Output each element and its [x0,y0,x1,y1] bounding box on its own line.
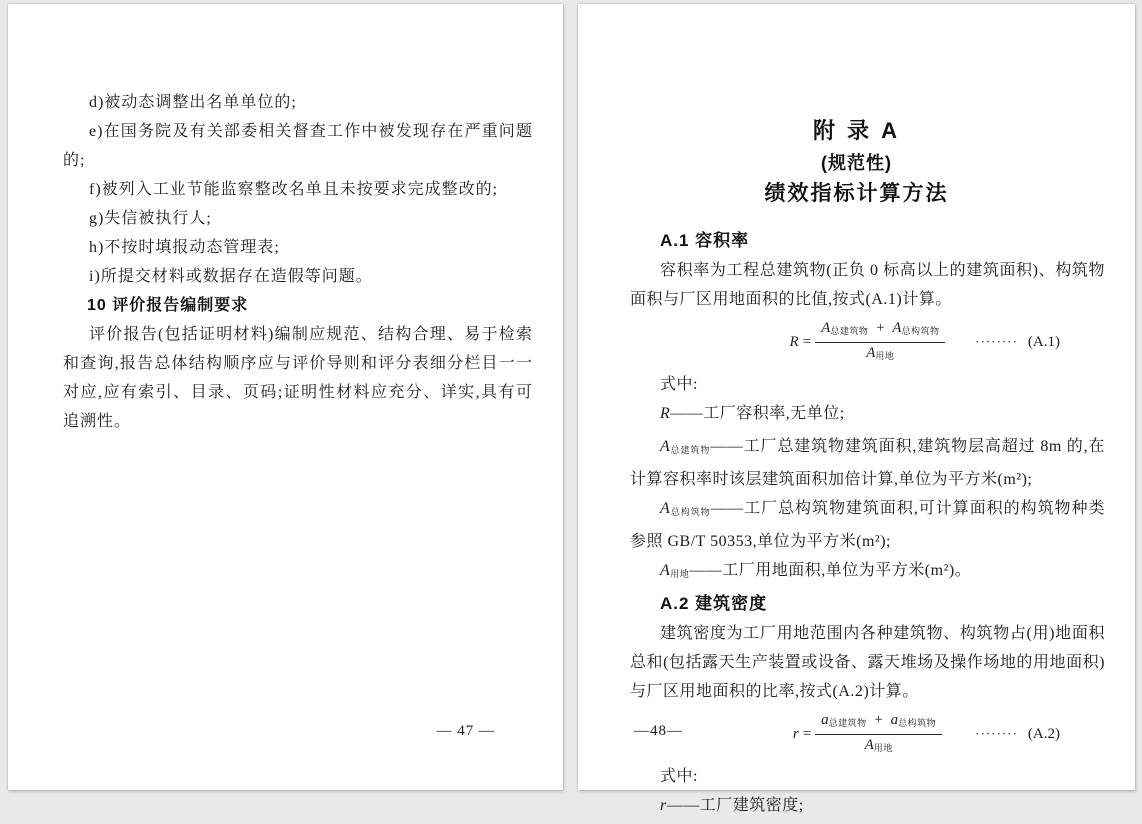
a2-intro-paragraph: 建筑密度为工厂用地范围内各种建筑物、构筑物占(用)地面积总和(包括露天生产装置或设备、露天堆场及操作场地的用地面积)与厂区用地面积的比率,按式(A.2)计算。 [630,625,1105,700]
page-48-text-block [630,226,1105,824]
plus-sign: + [876,319,885,336]
document-page-47 [8,4,563,790]
a1-intro-paragraph: 容积率为工程总建筑物(正负 0 标高以上的建筑面积)、构筑物面积与厂区用地面积的比值,按式(A.1)计算。 [630,262,1105,308]
formula-a2-denominator [815,735,942,757]
formula-a1-denominator [815,343,945,365]
subscript-total-structures: 总构筑物 [898,717,937,728]
appendix-a-normative-label: (规范性) [821,153,892,173]
formula-a1-expression [790,320,946,365]
clause-item-d: d)被动态调整出名单单位的; [89,94,297,111]
symbol-a: a [821,711,829,728]
appendix-a-subtitle: 绩效指标计算方法 [764,182,949,205]
equals-sign: = [802,725,812,742]
symbol-A: A [892,319,902,336]
equals-sign: = [802,333,812,350]
formula-a2-label [975,719,1060,749]
symbol-A: A [866,344,876,361]
subscript-total-buildings: 总建筑物 [828,717,867,728]
symbol-a: a [890,711,899,728]
a2-definition-r: r——工厂建筑密度; [660,797,804,814]
symbol-A: A [864,736,874,753]
appendix-a-title: 附 录 A [812,118,901,143]
equation-number-a1: (A.1) [1027,334,1060,350]
dot-leader: ········ [975,726,1018,741]
formula-a1-label [975,327,1060,357]
page-number-47: — 47 — [436,723,495,739]
equation-number-a2: (A.2) [1027,726,1060,742]
a1-definition-A-buildings: $A_{总建筑物}——$工厂总建筑物建筑面积,建筑物层高超过 8m 的,在计算容积率时该层建筑面积加倍计算,单位为平方米(m²); [630,438,1105,488]
clause-10-heading: 10 评价报告编制要求 [87,297,249,314]
formula-a1-lhs: R [789,333,799,350]
appendix-a-title-block [578,4,1135,210]
section-a2-heading: A.2 建筑密度 [660,594,768,613]
formula-a2-expression [793,712,942,757]
a1-where-label: 式中: [660,376,698,393]
formula-a2-fraction [815,712,942,757]
a2-where-label: 式中: [660,768,698,785]
formula-a2-lhs: r [792,725,799,742]
formula-a2-numerator [815,712,942,735]
page-47-text-block [63,88,533,436]
a1-definition-R: R——工厂容积率,无单位; [660,405,845,422]
report-requirements-paragraph: 评价报告(包括证明材料)编制应规范、结构合理、易于检索和查询,报告总体结构顺序应与评价导则和评分表细分栏目一一对应,应有索引、目录、页码;证明性材料应充分、详实,具有可追溯性。 [63,326,533,430]
dot-leader: ········ [975,334,1018,349]
plus-sign: + [874,711,883,728]
subscript-land: 用地 [873,742,893,753]
clause-item-h: h)不按时填报动态管理表; [89,239,280,256]
formula-a1-numerator [815,320,945,343]
section-a1-heading: A.1 容积率 [660,231,750,250]
clause-item-g: g)失信被执行人; [89,210,212,227]
subscript-land: 用地 [875,350,895,361]
symbol-A: A [821,319,831,336]
subscript-total-structures: 总构筑物 [901,325,940,336]
clause-item-f: f)被列入工业节能监察整改名单且未按要求完成整改的; [89,181,499,198]
subscript-total-buildings: 总建筑物 [830,325,869,336]
clause-item-e: e)在国务院及有关部委相关督查工作中被发现存在严重问题的; [63,123,533,169]
formula-a1-fraction [815,320,945,365]
formula-a1 [630,316,1105,368]
page-number-48: —48— [634,723,683,739]
clause-item-i: i)所提交材料或数据存在造假等问题。 [89,268,373,285]
formula-a2 [630,708,1105,760]
a1-definition-A-structures: $A_{总构筑物}——$工厂总构筑物建筑面积,可计算面积的构筑物种类参照 GB/T 50353,单位为平方米(m²); [630,500,1105,550]
document-page-48 [578,4,1135,814]
a1-definition-A-land: $A_{用地}——$工厂用地面积,单位为平方米(m²)。 [660,562,972,579]
